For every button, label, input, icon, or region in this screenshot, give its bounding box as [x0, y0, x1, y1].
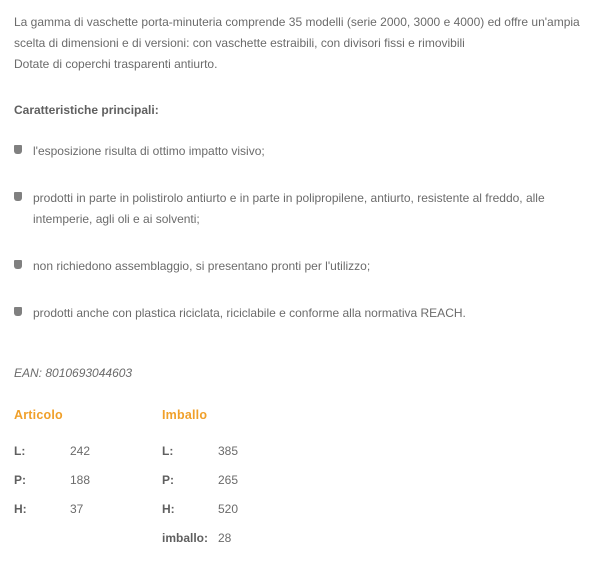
spec-value: 385 [218, 444, 239, 458]
table-row [14, 502, 90, 531]
features-heading: Caratteristiche principali: [14, 103, 159, 117]
spec-label: P: [14, 473, 26, 487]
table-row [162, 473, 238, 502]
spec-label: imballo: [162, 531, 209, 545]
spec-label: L: [14, 444, 26, 458]
table-row [162, 531, 238, 560]
spec-value: 37 [70, 502, 84, 516]
spec-value: 520 [218, 502, 239, 516]
articolo-table [14, 444, 90, 531]
square-bullet-icon [14, 260, 22, 269]
intro-line-2: scelta di dimensioni e di versioni: con vaschette estraibili, con divisori fissi e rimovibili [14, 36, 465, 50]
imballo-column [162, 408, 238, 560]
spec-label: H: [162, 502, 175, 516]
list-item [14, 303, 601, 324]
list-item-text: prodotti in parte in polistirolo antiurto e in parte in polipropilene, antiurto, resistente al freddo, alle intemperie, agli oli e ai solventi; [33, 191, 545, 226]
table-row [162, 444, 238, 473]
spec-label: L: [162, 444, 174, 458]
table-row [14, 473, 90, 502]
table-row [14, 444, 90, 473]
spec-value: 188 [70, 473, 91, 487]
ean-code: EAN: 8010693044603 [14, 366, 133, 380]
intro-line-3: Dotate di coperchi trasparenti antiurto. [14, 57, 218, 71]
articolo-title: Articolo [14, 408, 63, 422]
imballo-table [162, 444, 238, 560]
list-item [14, 256, 601, 277]
imballo-title: Imballo [162, 408, 208, 422]
square-bullet-icon [14, 192, 22, 201]
features-list [14, 141, 601, 324]
table-row [162, 502, 238, 531]
spec-value: 265 [218, 473, 239, 487]
spec-label: P: [162, 473, 174, 487]
list-item-text: prodotti anche con plastica riciclata, riciclabile e conforme alla normativa REACH. [33, 306, 466, 320]
square-bullet-icon [14, 145, 22, 154]
spec-label: H: [14, 502, 27, 516]
list-item-text: non richiedono assemblaggio, si presentano pronti per l'utilizzo; [33, 259, 371, 273]
list-item [14, 188, 601, 230]
intro-line-1: La gamma di vaschette porta-minuteria comprende 35 modelli (serie 2000, 3000 e 4000) ed offre un'ampia [14, 15, 580, 29]
list-item-text: l'esposizione risulta di ottimo impatto visivo; [33, 144, 265, 158]
spec-value: 242 [70, 444, 91, 458]
intro-paragraph [14, 12, 601, 75]
list-item [14, 141, 601, 162]
square-bullet-icon [14, 307, 22, 316]
articolo-column [14, 408, 90, 531]
spec-value: 28 [218, 531, 232, 545]
